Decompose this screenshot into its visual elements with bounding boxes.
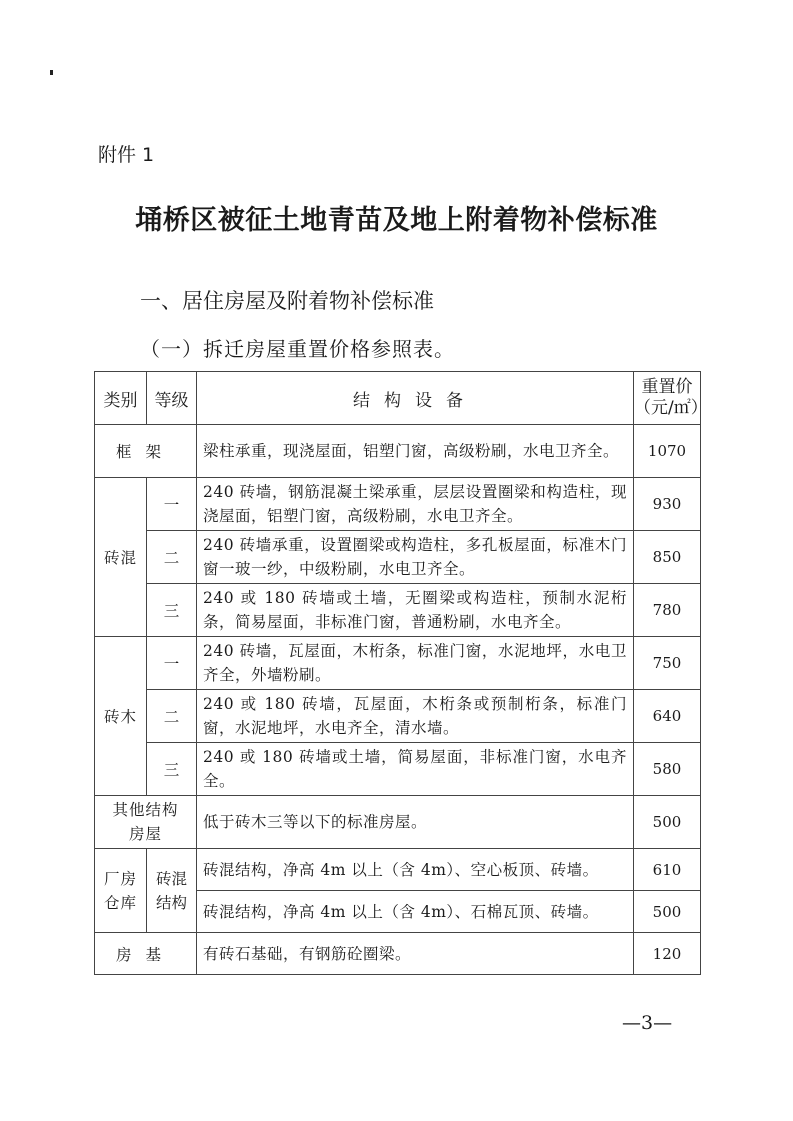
description-cell: 240 或 180 砖墙，瓦屋面，木桁条或预制桁条，标准门窗，水泥地坪，水电齐全，清水墙。 xyxy=(197,690,634,743)
grade-cell: 三 xyxy=(147,743,197,796)
table-row xyxy=(95,743,701,796)
section-heading: 一、居住房屋及附着物补偿标准 xyxy=(140,289,434,313)
price-cell: 500 xyxy=(634,796,701,849)
price-cell: 120 xyxy=(634,933,701,975)
description-cell: 有砖石基础，有钢筋砼圈梁。 xyxy=(197,933,634,975)
price-cell: 850 xyxy=(634,531,701,584)
grade-cell: 二 xyxy=(147,531,197,584)
header-price-line1: 重置价 xyxy=(641,377,693,397)
description-cell: 240 或 180 砖墙或土墙，无圈梁或构造柱，预制水泥桁条，简易屋面，非标准门窗，普通粉刷，水电齐全。 xyxy=(197,584,634,637)
price-cell: 500 xyxy=(634,891,701,933)
table-row xyxy=(95,478,701,531)
table-row xyxy=(95,933,701,975)
price-cell: 640 xyxy=(634,690,701,743)
category-frame: 框架 xyxy=(95,425,197,478)
price-cell: 750 xyxy=(634,637,701,690)
description-cell: 240 砖墙，钢筋混凝土梁承重，层层设置圈梁和构造柱，现浇屋面，铝塑门窗，高级粉刷，水电卫齐全。 xyxy=(197,478,634,531)
category-brick-wood: 砖木 xyxy=(95,637,147,796)
price-cell: 610 xyxy=(634,849,701,891)
subcategory-brick-concrete-structure xyxy=(147,849,197,933)
header-structure: 结构设备 xyxy=(197,372,634,425)
description-cell: 240 砖墙，瓦屋面，木桁条，标准门窗，水泥地坪，水电卫齐全，外墙粉刷。 xyxy=(197,637,634,690)
annex-label: 附件 1 xyxy=(98,144,155,166)
table-row xyxy=(95,637,701,690)
table-row xyxy=(95,796,701,849)
category-brick-concrete: 砖混 xyxy=(95,478,147,637)
subsection-heading: （一）拆迁房屋重置价格参照表。 xyxy=(140,337,455,361)
scan-mark xyxy=(50,70,53,75)
subcategory-line: 结构 xyxy=(155,893,187,912)
description-cell: 梁柱承重，现浇屋面，铝塑门窗，高级粉刷，水电卫齐全。 xyxy=(197,425,634,478)
category-line: 仓库 xyxy=(103,893,137,912)
table-header-row xyxy=(95,372,701,425)
description-cell: 砖混结构，净高 4m 以上（含 4m）、石棉瓦顶、砖墙。 xyxy=(197,891,634,933)
grade-cell: 一 xyxy=(147,637,197,690)
price-cell: 580 xyxy=(634,743,701,796)
table-row xyxy=(95,584,701,637)
category-line: 厂房 xyxy=(103,869,137,888)
grade-cell: 三 xyxy=(147,584,197,637)
description-cell: 低于砖木三等以下的标准房屋。 xyxy=(197,796,634,849)
table-row xyxy=(95,425,701,478)
category-factory-warehouse xyxy=(95,849,147,933)
category-line: 其他结构 xyxy=(112,801,179,819)
grade-cell: 一 xyxy=(147,478,197,531)
description-cell: 240 砖墙承重，设置圈梁或构造柱，多孔板屋面，标准木门窗一玻一纱，中级粉刷，水电卫齐全。 xyxy=(197,531,634,584)
header-category: 类别 xyxy=(95,372,147,425)
header-grade: 等级 xyxy=(147,372,197,425)
compensation-table xyxy=(94,371,708,975)
table-row xyxy=(95,849,701,891)
description-cell: 240 或 180 砖墙或土墙，简易屋面，非标准门窗，水电齐全。 xyxy=(197,743,634,796)
header-price xyxy=(634,372,708,425)
category-other-structure xyxy=(95,796,197,849)
price-cell: 780 xyxy=(634,584,701,637)
header-price-line2: （元/㎡） xyxy=(634,398,708,418)
price-cell: 930 xyxy=(634,478,701,531)
page-number: —3— xyxy=(622,1012,673,1034)
table-row xyxy=(95,531,701,584)
category-foundation: 房基 xyxy=(95,933,197,975)
document-title: 埇桥区被征土地青苗及地上附着物补偿标准 xyxy=(135,205,658,236)
table-row xyxy=(95,690,701,743)
description-cell: 砖混结构，净高 4m 以上（含 4m）、空心板顶、砖墙。 xyxy=(197,849,634,891)
price-cell: 1070 xyxy=(634,425,701,478)
subcategory-line: 砖混 xyxy=(155,869,187,888)
category-line: 房屋 xyxy=(128,825,162,843)
grade-cell: 二 xyxy=(147,690,197,743)
